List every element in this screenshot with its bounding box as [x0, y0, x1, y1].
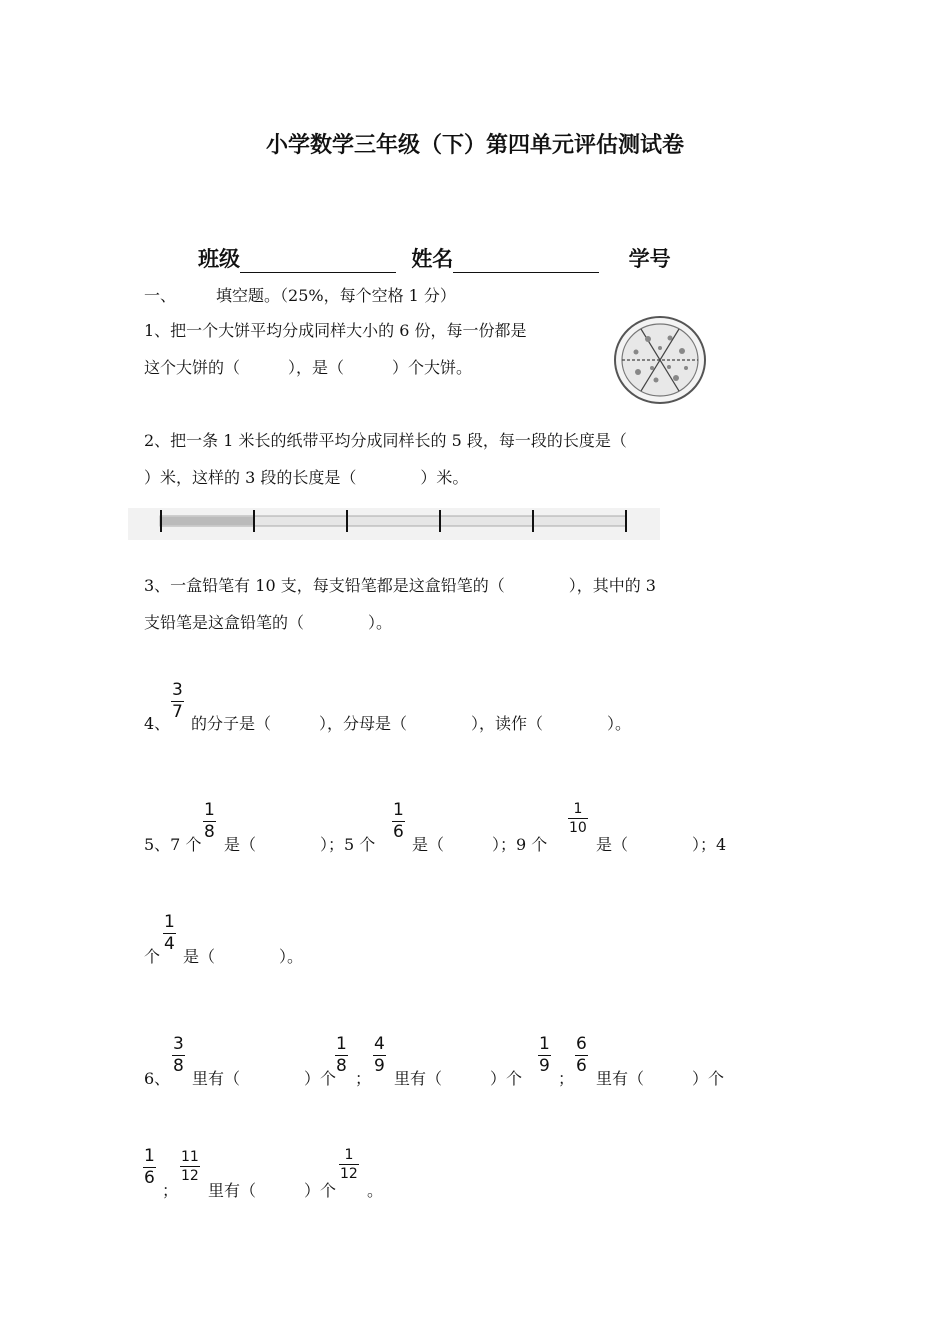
fraction-3-7	[171, 682, 184, 721]
numerator: 1	[336, 1034, 347, 1054]
question-6-part-6: 里有（ ）个	[596, 1069, 725, 1088]
denominator: 8	[173, 1056, 184, 1076]
page-title: 小学数学三年级（下）第四单元评估测试卷	[265, 133, 684, 158]
class-label: 班级	[198, 247, 240, 271]
name-label: 姓名	[411, 247, 454, 271]
question-6-part-1: 6、	[144, 1069, 171, 1088]
question-2-line-1: 2、把一条 1 米长的纸带平均分成同样长的 5 段，每一段的长度是（	[144, 431, 627, 450]
question-6-part-3: ；	[355, 1069, 372, 1088]
numerator: 6	[576, 1034, 587, 1054]
numerator: 3	[173, 1034, 184, 1054]
denominator: 12	[340, 1166, 358, 1182]
question-6-part-2: 里有（ ）个	[192, 1069, 337, 1088]
denominator: 4	[164, 934, 175, 954]
paper-strip-illustration	[128, 506, 662, 542]
section-heading	[144, 283, 456, 306]
section-title: 填空题。（25%，每个空格 1 分）	[216, 286, 456, 305]
question-6-part-7: ；	[162, 1181, 179, 1200]
question-6-part-5: ；	[558, 1069, 575, 1088]
fraction-4-9	[373, 1036, 386, 1075]
numerator: 4	[374, 1034, 385, 1054]
question-1-line-2: 这个大饼的（ ），是（ ）个大饼。	[144, 358, 473, 377]
denominator: 6	[144, 1168, 155, 1188]
class-blank[interactable]	[240, 250, 396, 273]
numerator: 1	[344, 1147, 354, 1163]
numerator: 1	[204, 800, 215, 820]
denominator: 8	[336, 1056, 347, 1076]
section-number: 一、	[144, 286, 177, 305]
numerator: 11	[181, 1149, 199, 1165]
question-2-line-2: ）米，这样的 3 段的长度是（ ）米。	[144, 468, 469, 487]
question-4-prefix: 4、	[144, 714, 171, 733]
question-1-line-1: 1、把一个大饼平均分成同样大小的 6 份，每一份都是	[144, 321, 527, 340]
question-5-part-2: 是（ ）；5 个	[224, 835, 376, 854]
numerator: 1	[393, 800, 404, 820]
denominator: 10	[569, 820, 587, 836]
question-6-part-9: 。	[367, 1181, 384, 1200]
question-6-part-4: 里有（ ）个	[394, 1069, 523, 1088]
fraction-1-6-b	[143, 1148, 156, 1187]
fraction-1-10	[568, 802, 588, 835]
fraction-1-9	[538, 1036, 551, 1075]
fraction-1-8-b	[335, 1036, 348, 1075]
fraction-1-8	[203, 802, 216, 841]
fraction-3-8	[172, 1036, 185, 1075]
question-3-line-2: 支铅笔是这盒铅笔的（ ）。	[144, 613, 393, 632]
denominator: 9	[539, 1056, 550, 1076]
question-6-part-8: 里有（ ）个	[208, 1181, 337, 1200]
question-5-part-6: 是（ ）。	[183, 947, 304, 966]
fraction-1-6	[392, 802, 405, 841]
denominator: 6	[576, 1056, 587, 1076]
fraction-11-12	[180, 1150, 200, 1183]
question-4-text: 的分子是（ ），分母是（ ），读作（ ）。	[191, 714, 632, 733]
fraction-1-4	[163, 914, 176, 953]
fraction-6-6	[575, 1036, 588, 1075]
denominator: 7	[172, 702, 183, 722]
fraction-1-12	[339, 1148, 359, 1181]
numerator: 1	[539, 1034, 550, 1054]
denominator: 6	[393, 822, 404, 842]
question-5-part-4: 是（ ）；4	[596, 835, 727, 854]
pizza-illustration	[612, 314, 708, 406]
denominator: 8	[204, 822, 215, 842]
numerator: 1	[144, 1146, 155, 1166]
denominator: 9	[374, 1056, 385, 1076]
numerator: 1	[573, 801, 583, 817]
question-5-part-5: 个	[144, 947, 161, 966]
numerator: 1	[164, 912, 175, 932]
question-5-part-1: 5、7 个	[144, 835, 202, 854]
name-blank[interactable]	[453, 250, 599, 273]
numerator: 3	[172, 680, 183, 700]
question-3-line-1: 3、一盒铅笔有 10 支，每支铅笔都是这盒铅笔的（ ），其中的 3	[144, 576, 656, 595]
denominator: 12	[181, 1168, 199, 1184]
student-info-line	[198, 243, 671, 273]
question-5-part-3: 是（ ）；9 个	[412, 835, 548, 854]
student-id-label: 学号	[628, 247, 671, 271]
